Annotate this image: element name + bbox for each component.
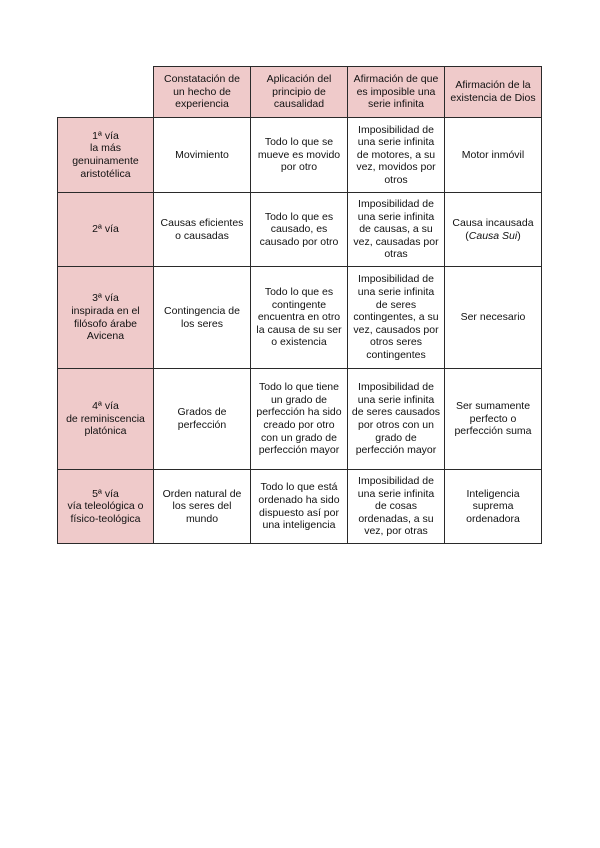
via-description: vía teleológica o físico-teológica (67, 500, 144, 525)
cell-god-existence: Causa incausada (Causa Sui) (445, 193, 542, 267)
cell-infinite-series: Imposibilidad de una serie infinita de motores, a su vez, movidos por otros (348, 118, 445, 193)
cell-god-existence: Inteligencia suprema ordenadora (445, 470, 542, 544)
header-causality: Aplicación del principio de causalidad (251, 67, 348, 118)
via-number: 3ª vía (92, 292, 119, 305)
cell-god-existence: Motor inmóvil (445, 118, 542, 193)
cell-infinite-series: Imposibilidad de una serie infinita de cosas ordenadas, a su vez, por otras (348, 470, 445, 544)
cell-infinite-series: Imposibilidad de una serie infinita de seres causados por otros con un grado de perfección mayor (348, 369, 445, 470)
cell-experience: Causas eficientes o causadas (154, 193, 251, 267)
via-number: 5ª vía (92, 487, 119, 500)
via-cell (58, 369, 154, 470)
via-number: 2ª vía (92, 223, 119, 236)
cell-experience: Grados de perfección (154, 369, 251, 470)
five-ways-table (57, 66, 542, 544)
cell-god-existence: Ser necesario (445, 267, 542, 369)
cell-causality: Todo lo que es contingente encuentra en otro la causa de su ser o existencia (251, 267, 348, 369)
header-god-existence: Afirmación de la existencia de Dios (445, 67, 542, 118)
via-description: inspirada en el filósofo árabe Avicena (71, 304, 140, 343)
table-row (58, 118, 542, 193)
cell-causality: Todo lo que es causado, es causado por otro (251, 193, 348, 267)
cell-experience: Orden natural de los seres del mundo (154, 470, 251, 544)
header-row (58, 67, 542, 118)
empty-corner-cell (58, 67, 154, 118)
via-cell (58, 470, 154, 544)
via-number: 1ª vía (92, 129, 119, 142)
table-row (58, 470, 542, 544)
cell-experience: Movimiento (154, 118, 251, 193)
table-row (58, 369, 542, 470)
via-cell (58, 267, 154, 369)
via-description: de reminiscencia platónica (66, 412, 145, 438)
via-cell (58, 118, 154, 193)
via-description: la más genuinamente aristotélica (72, 142, 139, 180)
table-row (58, 193, 542, 267)
cell-infinite-series: Imposibilidad de una serie infinita de seres contingentes, a su vez, causados por otros seres contingentes (348, 267, 445, 369)
cell-god-existence: Ser sumamente perfecto o perfección suma (445, 369, 542, 470)
cell-experience: Contingencia de los seres (154, 267, 251, 369)
via-number: 4ª vía (92, 400, 119, 413)
header-experience: Constatación de un hecho de experiencia (154, 67, 251, 118)
header-infinite-series: Afirmación de que es imposible una serie infinita (348, 67, 445, 118)
via-cell (58, 193, 154, 267)
cell-causality: Todo lo que se mueve es movido por otro (251, 118, 348, 193)
cell-causality: Todo lo que tiene un grado de perfección ha sido creado por otro con un grado de perfección mayor (251, 369, 348, 470)
cell-infinite-series: Imposibilidad de una serie infinita de causas, a su vez, causadas por otras (348, 193, 445, 267)
cell-causality: Todo lo que está ordenado ha sido dispuesto así por una inteligencia (251, 470, 348, 544)
table-row (58, 267, 542, 369)
god-existence-text: Causa incausada (452, 216, 534, 229)
causa-sui-text: Causa Sui (468, 229, 518, 242)
